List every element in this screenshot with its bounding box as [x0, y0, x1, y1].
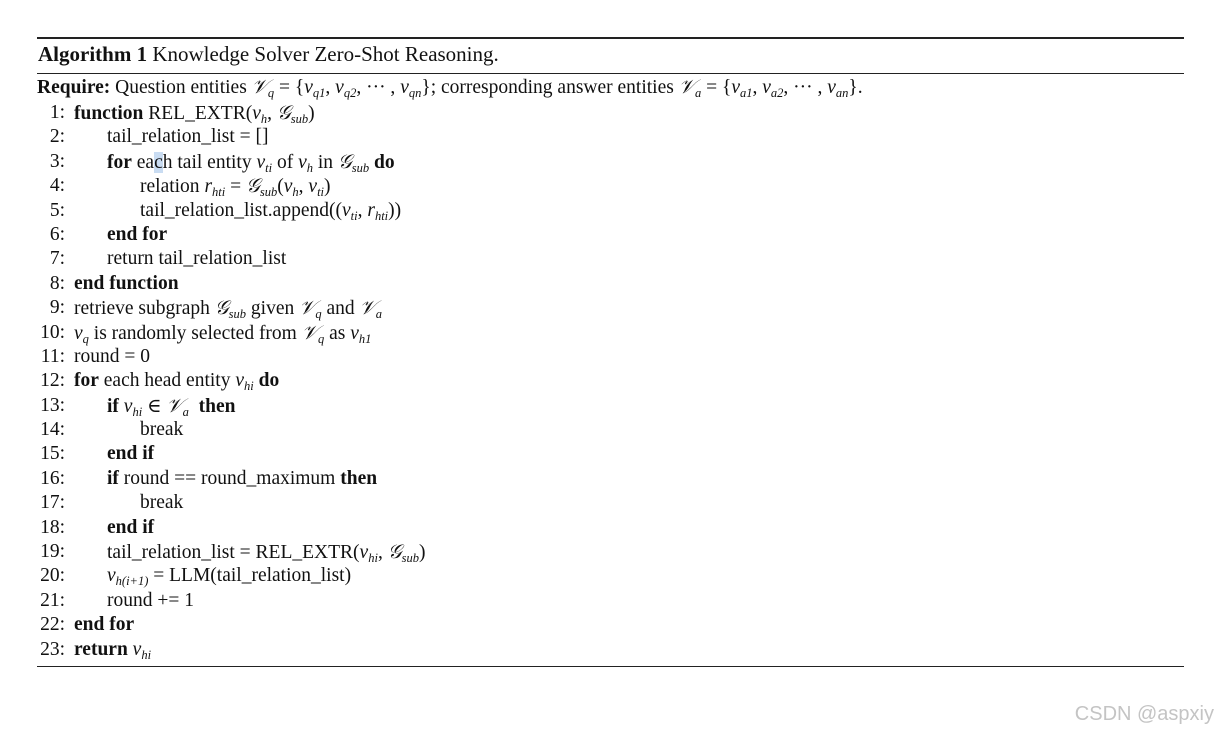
- algorithm-line: [37, 247, 1184, 271]
- require-text: Question entities: [115, 77, 252, 98]
- math-sub: a1: [740, 86, 753, 100]
- line-code: [74, 247, 286, 271]
- line-code: function $REL\_EXTR(v_h$, 𝒢$_{sub}$): [74, 101, 315, 126]
- math: v: [341, 199, 351, 221]
- code-text: ea: [136, 151, 155, 173]
- code-text: tail_relation_list.append((: [140, 199, 342, 221]
- algorithm-line: [37, 442, 1184, 466]
- line-code: end if: [107, 443, 155, 465]
- line-code: end function: [74, 272, 179, 294]
- line-code: [74, 369, 279, 393]
- watermark: CSDN @aspxiy: [1074, 703, 1214, 725]
- math: }.: [848, 77, 863, 98]
- line-code: break: [140, 492, 184, 514]
- code-text: relation: [140, 176, 205, 198]
- math: v: [132, 638, 142, 660]
- math: v: [335, 77, 344, 98]
- line-code: tail_relation_list = $REL\_EXTR(v_{hi}$, 𝒢$_{sub}$): [107, 540, 426, 566]
- math-sub: qn: [408, 86, 422, 100]
- line-number: 23:: [40, 638, 65, 660]
- keyword: if: [107, 467, 119, 489]
- math: , ··· ,: [783, 77, 828, 98]
- math: v: [827, 77, 836, 98]
- line-number: 4:: [49, 175, 65, 197]
- math-sub: sub: [290, 112, 309, 126]
- math: v: [350, 322, 359, 344]
- math: ,: [752, 77, 763, 98]
- math: v: [256, 151, 266, 173]
- math-sub: hi: [132, 404, 143, 419]
- keyword: for: [107, 151, 132, 173]
- math: v: [235, 370, 244, 392]
- line-number: 8:: [49, 272, 65, 294]
- math-sub: q: [315, 307, 322, 322]
- math: 𝒱: [359, 296, 376, 320]
- algorithm-line: [37, 223, 1184, 247]
- algorithm-line: [37, 125, 1184, 149]
- math-sub: hi: [244, 379, 254, 394]
- math-sub: an: [835, 86, 849, 100]
- math-sub: h: [292, 185, 299, 200]
- math: v: [252, 103, 261, 124]
- algorithm-line: [37, 394, 1184, 418]
- math: v: [283, 176, 293, 198]
- algorithm-line: [37, 150, 1184, 174]
- math-sub: sub: [228, 307, 247, 322]
- math: , ··· ,: [356, 77, 401, 98]
- algorithm-line: [37, 272, 1184, 296]
- line-number: 9:: [49, 297, 65, 319]
- math-sub: hi: [368, 551, 378, 566]
- line-number: 6:: [49, 223, 65, 245]
- math: 𝒱: [251, 75, 268, 98]
- math-sub: q2: [343, 86, 357, 100]
- line-number: 3:: [49, 150, 65, 172]
- algorithm-block: [37, 37, 1184, 667]
- algorithm-line: [37, 540, 1184, 564]
- line-code: break: [140, 419, 184, 441]
- math: v: [762, 77, 771, 98]
- bottom-rule: [37, 666, 1184, 667]
- math: v: [359, 542, 369, 564]
- math: v: [74, 322, 83, 344]
- line-number: 20:: [40, 565, 65, 587]
- algorithm-line: [37, 638, 1184, 662]
- line-number: 13:: [40, 394, 65, 416]
- caption-label: Algorithm 1: [38, 42, 148, 66]
- line-code: end for: [74, 614, 135, 636]
- math-sub: h(i+1): [115, 574, 149, 589]
- math: r: [367, 199, 375, 221]
- line-number: 18:: [40, 516, 65, 538]
- math: v: [731, 77, 740, 98]
- line-number: 12:: [40, 370, 65, 392]
- math: 𝒱: [299, 296, 316, 320]
- line-number: 19:: [40, 541, 65, 563]
- require-line: [37, 74, 1184, 101]
- math: 𝒢: [245, 174, 260, 198]
- math-sub: a: [182, 404, 189, 419]
- math-sub: h1: [358, 331, 372, 346]
- math: v: [123, 395, 133, 417]
- math: v: [400, 77, 409, 98]
- line-code: [74, 638, 151, 662]
- algorithm-line: [37, 321, 1184, 345]
- math: 𝒱: [301, 320, 318, 344]
- algorithm-line: [37, 564, 1184, 588]
- line-code: $tail\_relation\_list.append((v_{ti}$, $r_{hti}$)): [140, 199, 402, 223]
- algorithm-line: [37, 369, 1184, 393]
- math: v: [308, 176, 318, 198]
- algorithm-line: [37, 491, 1184, 515]
- keyword: do: [258, 370, 280, 392]
- line-number: 21:: [40, 589, 65, 611]
- code-text: = LLM(tail_relation_list): [148, 565, 352, 587]
- algorithm-line: [37, 467, 1184, 491]
- algorithm-line: [37, 516, 1184, 540]
- code-text: round == round_maximum: [118, 467, 341, 489]
- code-text: h tail entity: [162, 151, 257, 173]
- line-code: [74, 296, 382, 321]
- algorithm-line: [37, 589, 1184, 613]
- code-text: in: [312, 151, 338, 173]
- code-text: as: [324, 322, 351, 344]
- math: 𝒢: [387, 540, 402, 564]
- math-sub: sub: [401, 551, 419, 566]
- code-text: tail_relation_list: [153, 248, 287, 270]
- require-text: }; corresponding answer entities: [421, 77, 679, 98]
- code-text: of: [272, 151, 299, 173]
- math-sub: sub: [351, 160, 370, 175]
- math: 𝒱: [166, 393, 183, 417]
- line-number: 1:: [49, 102, 65, 123]
- line-number: 14:: [40, 419, 65, 441]
- math-sub: hti: [374, 208, 389, 223]
- keyword: then: [340, 467, 378, 489]
- keyword: function: [74, 103, 144, 124]
- line-code: [74, 150, 395, 175]
- line-code: [74, 394, 235, 419]
- math: = {: [701, 77, 732, 98]
- line-number: 16:: [40, 467, 65, 489]
- math: r: [204, 176, 213, 198]
- code-text: and: [321, 298, 360, 320]
- line-number: 15:: [40, 443, 65, 465]
- algorithm-line: [37, 418, 1184, 442]
- line-code: end for: [107, 223, 168, 245]
- math-sub: h: [260, 112, 268, 126]
- math-sub: a: [375, 307, 383, 322]
- math-sub: h: [306, 160, 313, 175]
- algorithm-line: [37, 199, 1184, 223]
- keyword: if: [107, 395, 119, 417]
- math-sub: ti: [350, 208, 358, 223]
- code-text: return: [107, 248, 154, 270]
- caption-title: Knowledge Solver Zero-Shot Reasoning.: [152, 42, 499, 66]
- code-text: tail_relation_list = REL_EXTR(: [107, 542, 360, 564]
- code-text: is randomly selected from: [88, 322, 302, 344]
- math: 𝒱: [678, 75, 695, 98]
- keyword: for: [74, 370, 99, 392]
- math-sub: sub: [259, 185, 278, 200]
- code-text: given: [246, 298, 300, 320]
- code-text: retrieve subgraph: [74, 298, 215, 320]
- algorithm-line: [37, 345, 1184, 369]
- line-code: relation $r_{hti}$ = $𝒢_{sub}(v_h$, $v_{ti}$): [140, 174, 331, 200]
- line-code: tail_relation_list = []: [107, 126, 269, 148]
- algorithm-line: [37, 613, 1184, 637]
- line-number: 7:: [49, 248, 65, 270]
- math: 𝒢: [276, 101, 291, 124]
- math: = {: [274, 77, 305, 98]
- code-text: each head entity: [98, 370, 236, 392]
- math-sub: q1: [312, 86, 326, 100]
- keyword: do: [374, 151, 395, 173]
- require-label: Require:: [37, 77, 111, 98]
- line-code: round += 1: [107, 589, 194, 611]
- math: ,: [325, 77, 336, 98]
- keyword: return: [74, 638, 128, 660]
- line-code: [74, 564, 351, 588]
- math-sub: a: [694, 86, 702, 100]
- text-cursor-highlight: c: [154, 151, 163, 173]
- line-code: round = 0: [74, 345, 150, 367]
- line-code: [74, 467, 377, 491]
- line-number: 22:: [40, 614, 65, 636]
- algorithm-line: [37, 101, 1184, 125]
- math-sub: q: [317, 331, 325, 346]
- function-name: REL_EXTR: [148, 103, 246, 124]
- line-code: end if: [107, 516, 155, 538]
- algorithm-line: [37, 296, 1184, 320]
- algorithm-caption: [37, 39, 1184, 69]
- algorithm-line: [37, 174, 1184, 198]
- math-sub: q: [267, 86, 275, 100]
- math: ∈: [142, 395, 167, 417]
- math: v: [304, 77, 313, 98]
- line-number: 2:: [49, 126, 65, 148]
- line-number: 17:: [40, 492, 65, 514]
- math: v: [298, 151, 307, 173]
- math-sub: q: [82, 331, 89, 346]
- math: v: [107, 565, 116, 587]
- math-sub: ti: [265, 160, 273, 175]
- line-number: 10:: [40, 321, 65, 343]
- math-sub: ti: [317, 185, 325, 200]
- line-code: [74, 321, 371, 346]
- math: 𝒢: [214, 296, 229, 320]
- math: 𝒢: [337, 149, 352, 173]
- math-sub: hi: [141, 647, 152, 662]
- line-number: 5:: [49, 199, 65, 221]
- line-number: 11:: [40, 345, 65, 367]
- keyword: then: [198, 395, 236, 417]
- math-sub: hti: [212, 185, 226, 200]
- math-sub: a2: [770, 86, 784, 100]
